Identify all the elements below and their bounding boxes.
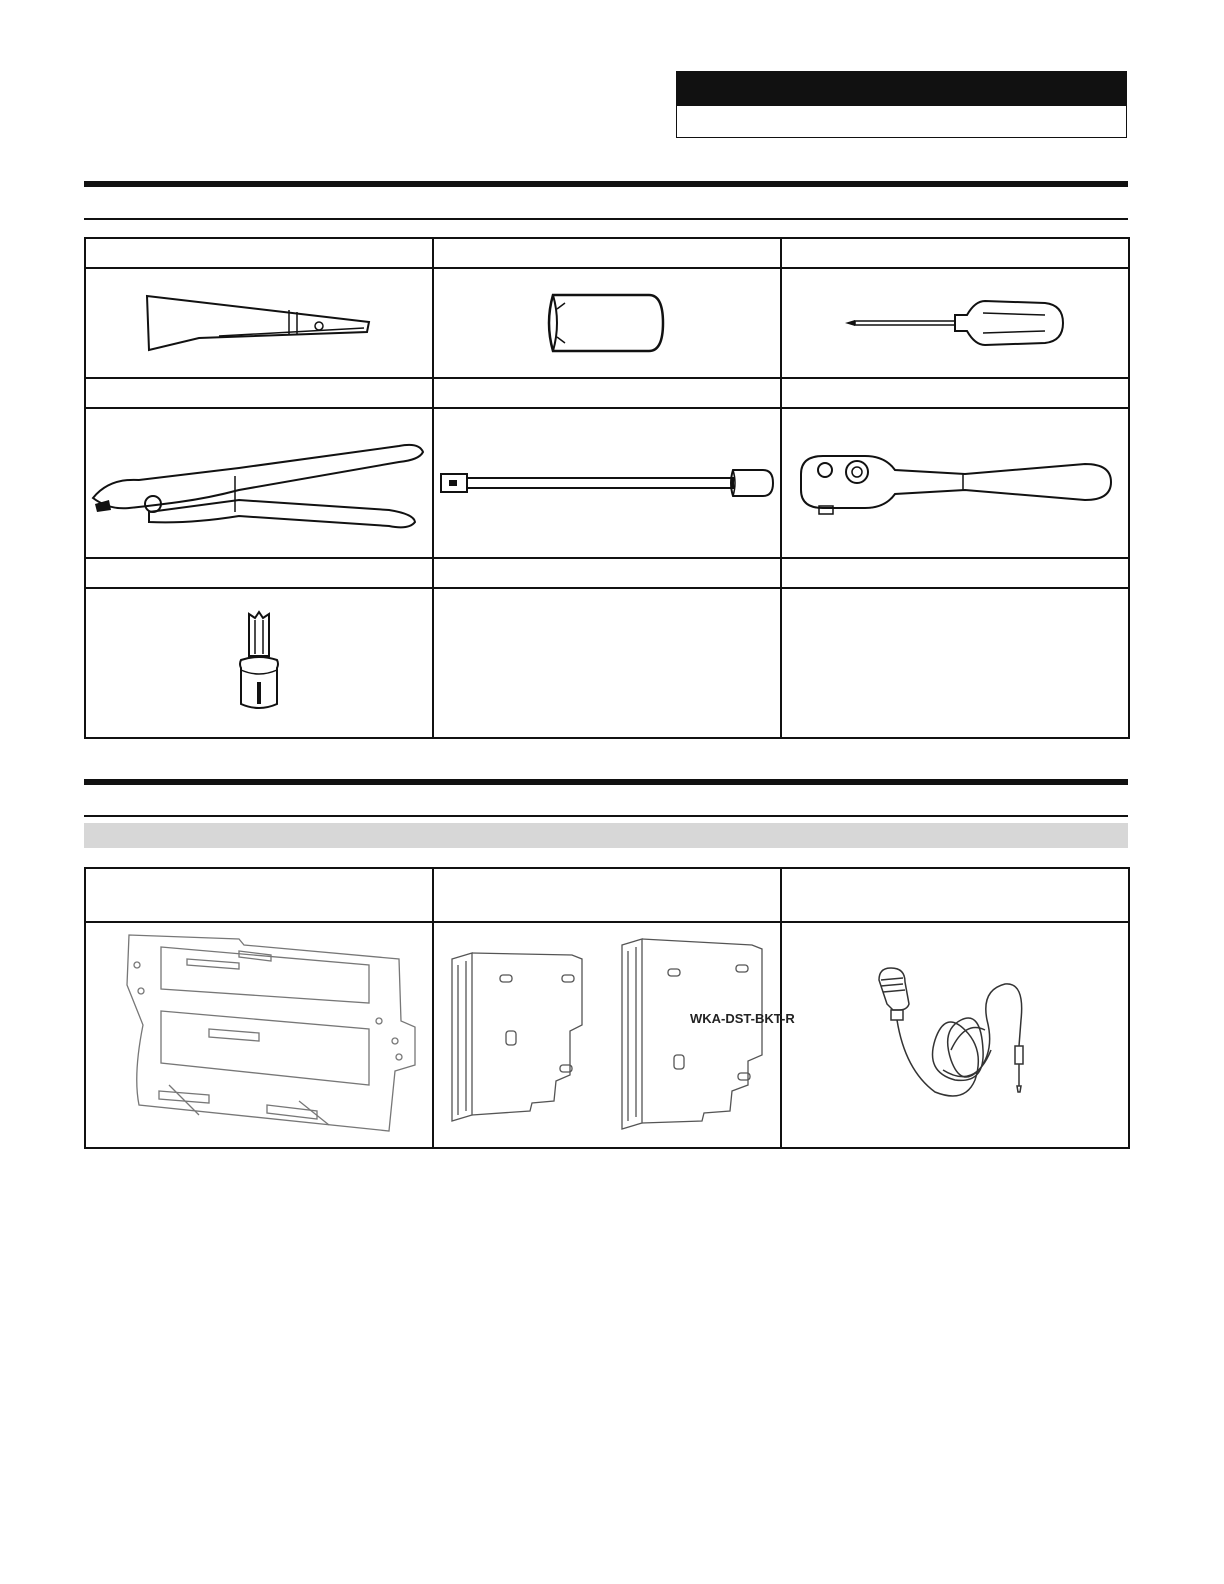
tool-cell-3	[781, 268, 1129, 378]
part-label-3	[781, 868, 1129, 922]
part-cell-1	[85, 922, 433, 1148]
header-subtitle	[677, 106, 1126, 137]
part-cell-3	[781, 922, 1129, 1148]
tool-cell-1	[85, 268, 433, 378]
parts-rule-thick	[84, 779, 1128, 785]
tool-cell-4	[85, 408, 433, 558]
tool-label-5	[433, 378, 781, 408]
mounting-bracket-icon	[99, 925, 419, 1145]
part-cell-2	[433, 922, 795, 1148]
tools-rule-thin	[84, 218, 1128, 220]
tool-label-7	[85, 558, 433, 588]
crimping-pliers-icon	[89, 428, 429, 538]
tool-label-8	[433, 558, 781, 588]
side-brackets-icon	[442, 935, 795, 1135]
tool-cell-6	[781, 408, 1129, 558]
tools-rule-thick	[84, 181, 1128, 187]
ratchet-wrench-icon	[795, 448, 1115, 518]
parts-rule-thin	[84, 815, 1128, 817]
tool-label-6	[781, 378, 1129, 408]
socket-icon	[537, 283, 677, 363]
header-title	[677, 72, 1126, 106]
tool-label-9	[781, 558, 1129, 588]
side-bracket-stamp: WKA-DST-BKT-R	[690, 1011, 795, 1026]
tools-table	[84, 237, 1130, 739]
tool-cell-5	[433, 408, 781, 558]
torx-bit-socket-icon	[229, 608, 289, 718]
header-box	[676, 71, 1127, 138]
microphone-icon	[865, 960, 1045, 1110]
tool-label-3	[781, 238, 1129, 268]
part-label-2	[433, 868, 781, 922]
tool-label-4	[85, 378, 433, 408]
parts-table	[84, 867, 1130, 1149]
part-label-1	[85, 868, 433, 922]
tool-cell-2	[433, 268, 781, 378]
tool-cell-7	[85, 588, 433, 738]
tool-cell-8	[433, 588, 781, 738]
parts-gray-bar	[84, 823, 1128, 848]
tool-cell-9	[781, 588, 1129, 738]
tool-label-2	[433, 238, 781, 268]
socket-extension-icon	[437, 458, 777, 508]
phillips-screwdriver-icon	[835, 293, 1075, 353]
tool-label-1	[85, 238, 433, 268]
panel-removal-tool-icon	[139, 288, 379, 358]
